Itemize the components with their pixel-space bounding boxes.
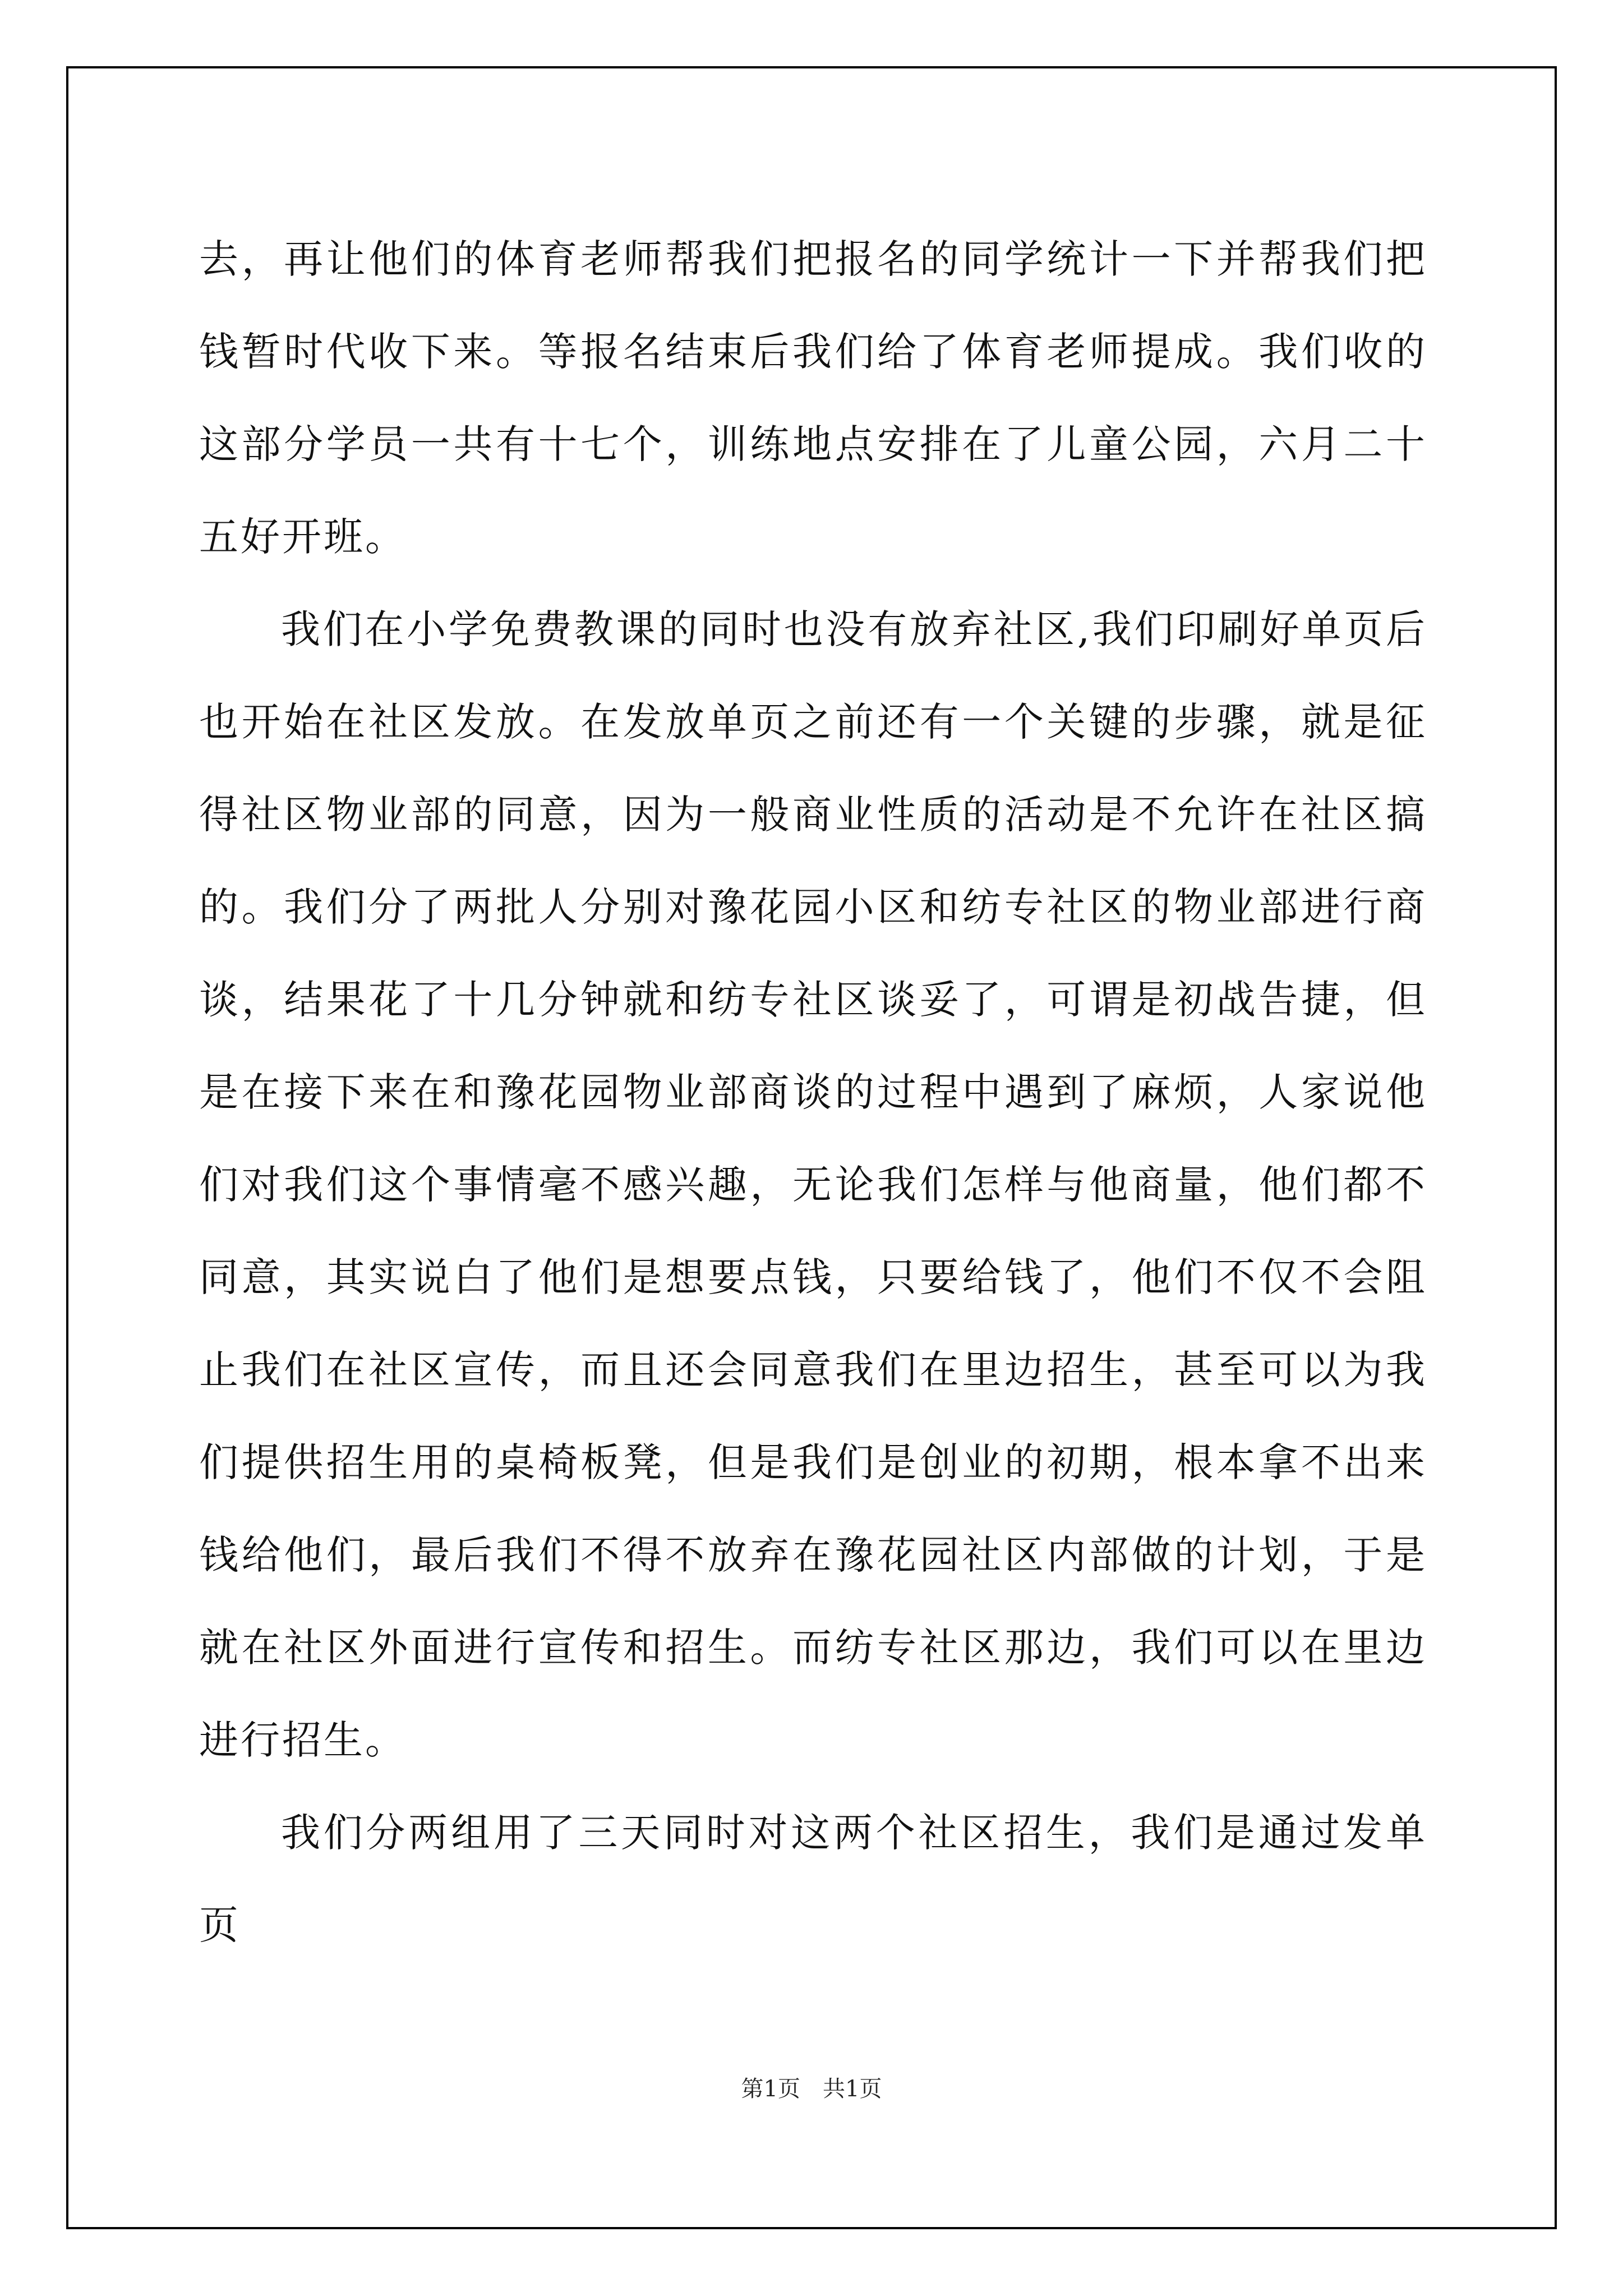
paragraph-3: 我们分两组用了三天同时对这两个社区招生，我们是通过发单页 xyxy=(199,1810,1427,1948)
paragraph-1: 去，再让他们的体育老师帮我们把报名的同学统计一下并帮我们把钱暂时代收下来。等报名结束后我们给了体育老师提成。我们收的这部分学员一共有十七个，训练地点安排在了儿童公园，六月二十五好开班。 xyxy=(199,236,1427,560)
page-footer: 第1页 共1页 xyxy=(741,2076,882,2102)
paragraph-2: 我们在小学免费教课的同时也没有放弃社区,我们印刷好单页后也开始在社区发放。在发放单页之前还有一个关键的步骤，就是征得社区物业部的同意，因为一般商业性质的活动是不允许在社区搞的。我们分了两批人分别对豫花园小区和纺专社区的物业部进行商谈，结果花了十几分钟就和纺专社区谈妥了，可谓是初战告捷，但是在接下来在和豫花园物业部商谈的过程中遇到了麻烦，人家说他们对我们这个事情毫不感兴趣，无论我们怎样与他商量，他们都不同意，其实说白了他们是想要点钱，只要给钱了，他们不仅不会阻止我们在社区宣传，而且还会同意我们在里边招生，甚至可以为我们提供招生用的桌椅板凳，但是我们是创业的初期，根本拿不出来钱给他们，最后我们不得不放弃在豫花园社区内部做的计划，于是就在社区外面进行宣传和招生。而纺专社区那边，我们可以在里边进行招生。 xyxy=(199,606,1427,1763)
document-body xyxy=(199,213,1427,1972)
